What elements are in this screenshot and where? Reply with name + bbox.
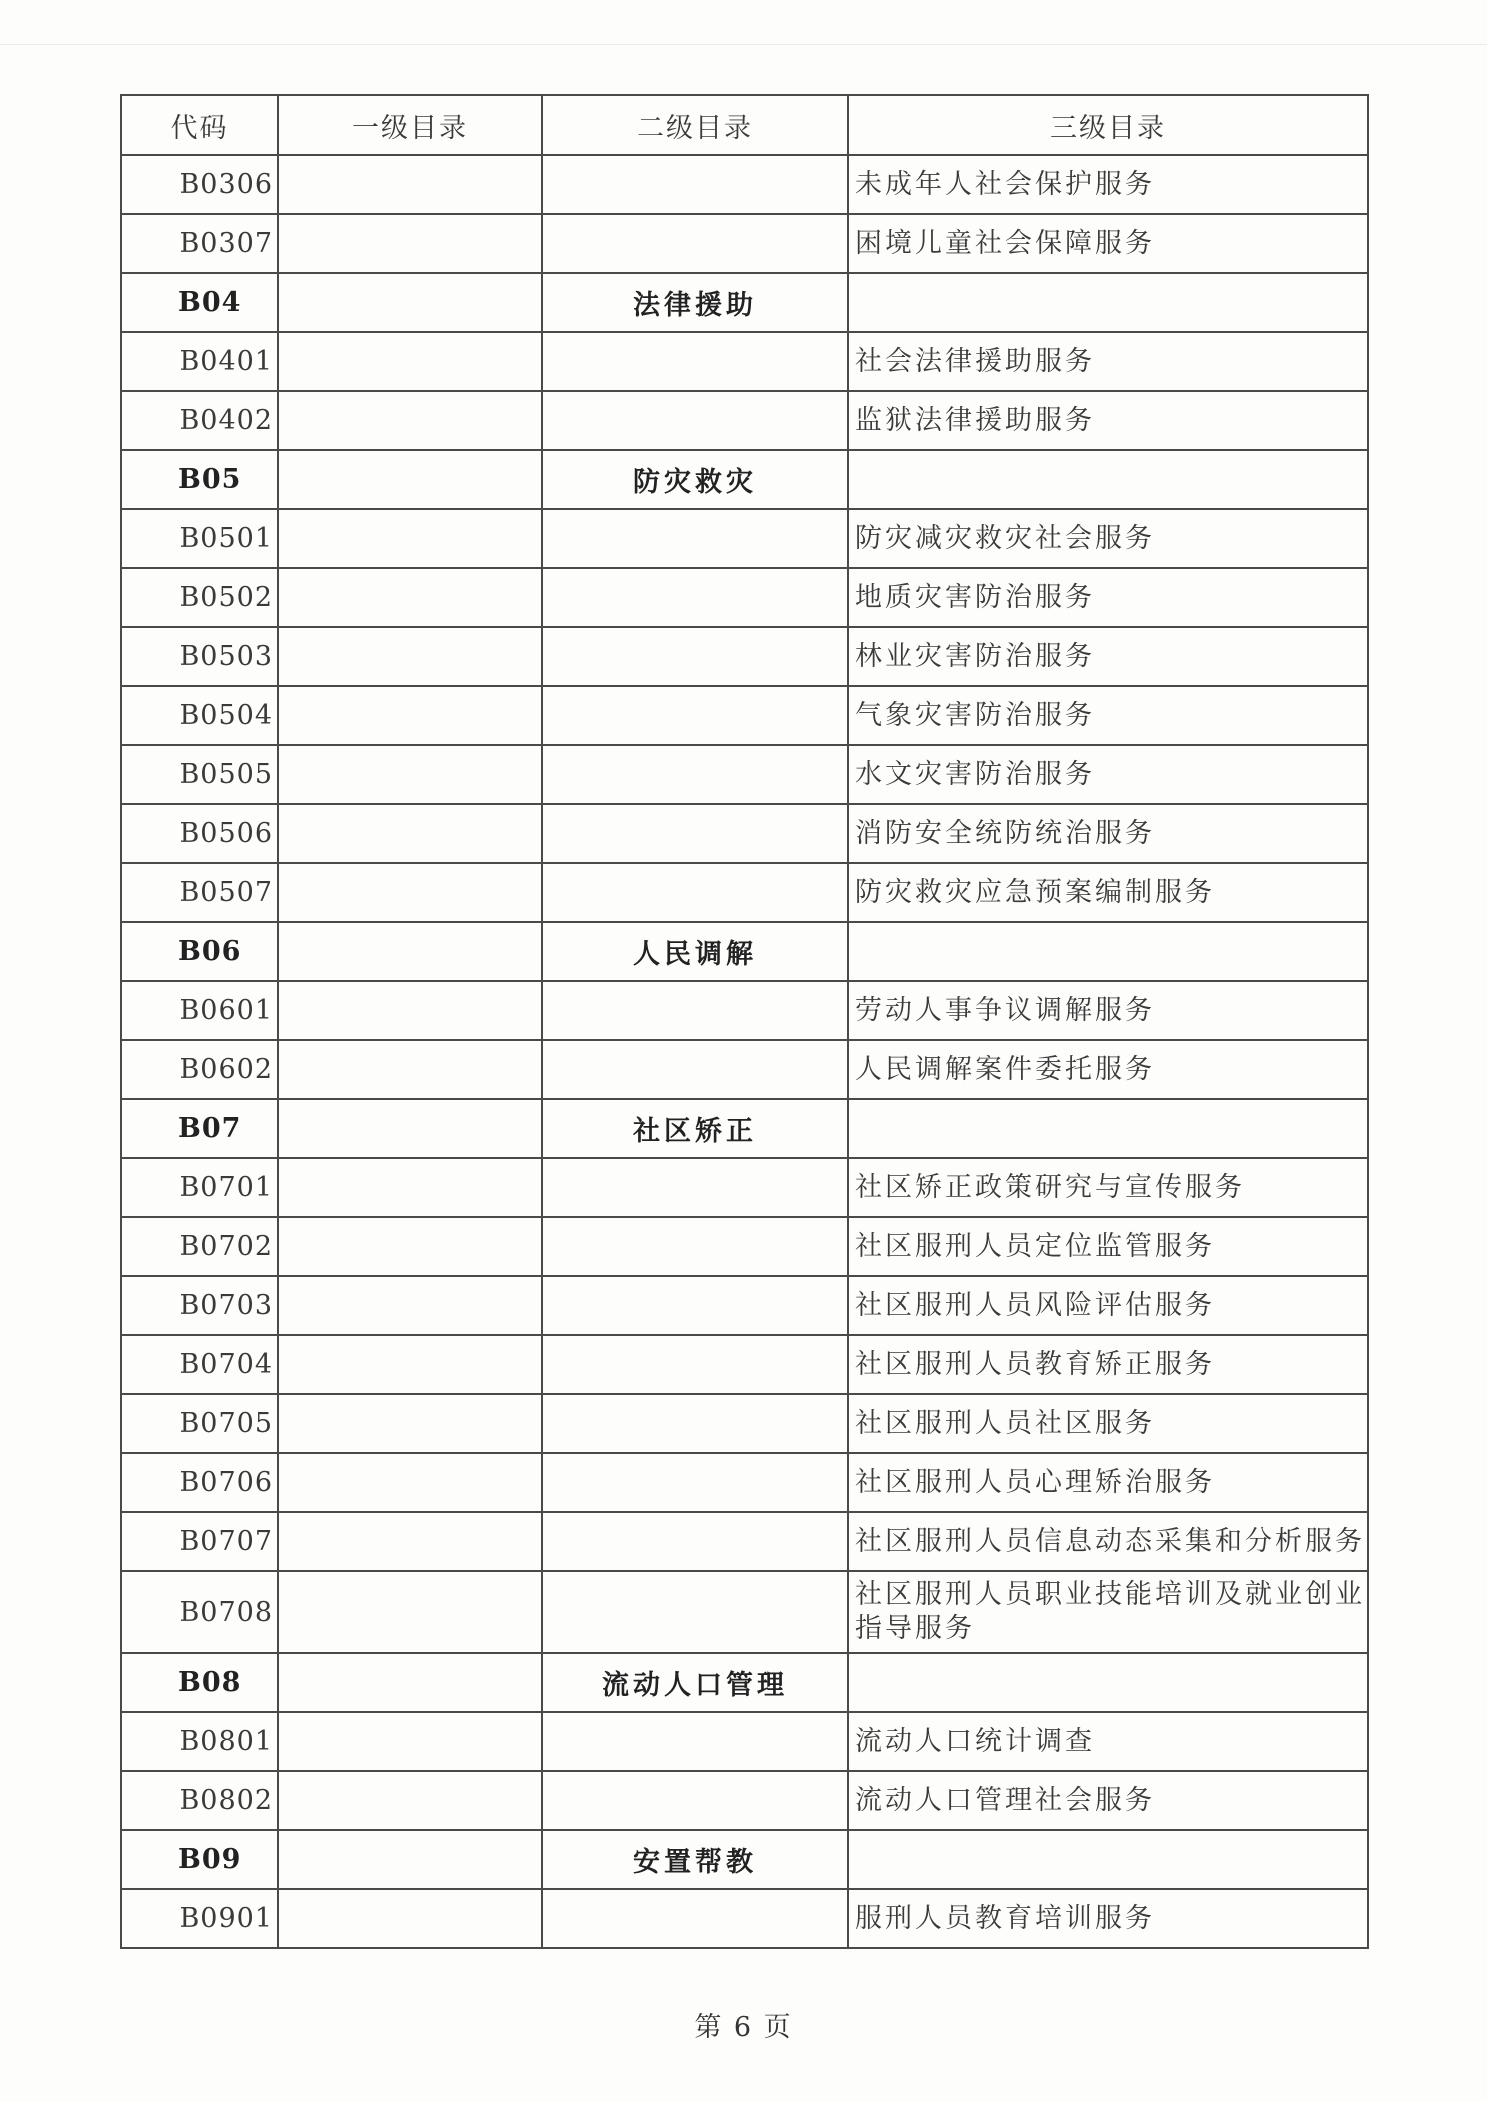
table-row <box>121 1571 1368 1653</box>
level1-cell <box>278 1099 542 1158</box>
table-row <box>121 1771 1368 1830</box>
level2-cell: 社区矫正 <box>542 1099 848 1158</box>
code-cell: B0506 <box>121 804 278 863</box>
level2-cell <box>542 568 848 627</box>
level1-cell <box>278 1040 542 1099</box>
level1-cell <box>278 1335 542 1394</box>
header-level2: 二级目录 <box>542 95 848 155</box>
level1-cell <box>278 686 542 745</box>
table-row <box>121 1217 1368 1276</box>
level1-cell <box>278 391 542 450</box>
table-row <box>121 332 1368 391</box>
code-cell: B0501 <box>121 509 278 568</box>
level3-cell: 服刑人员教育培训服务 <box>848 1889 1368 1948</box>
table-row <box>121 1335 1368 1394</box>
table-row <box>121 1889 1368 1948</box>
level3-cell: 社区矫正政策研究与宣传服务 <box>848 1158 1368 1217</box>
code-cell: B0401 <box>121 332 278 391</box>
level1-cell <box>278 1653 542 1712</box>
code-cell: B0703 <box>121 1276 278 1335</box>
code-cell: B0402 <box>121 391 278 450</box>
table-row <box>121 1453 1368 1512</box>
code-cell: B0701 <box>121 1158 278 1217</box>
level3-cell: 防灾减灾救灾社会服务 <box>848 509 1368 568</box>
code-cell: B0502 <box>121 568 278 627</box>
table-row <box>121 273 1368 332</box>
level3-cell: 流动人口统计调查 <box>848 1712 1368 1771</box>
code-cell: B0504 <box>121 686 278 745</box>
level1-cell <box>278 1453 542 1512</box>
level1-cell <box>278 745 542 804</box>
code-cell: B05 <box>121 450 278 509</box>
level2-cell <box>542 1712 848 1771</box>
level3-cell: 防灾救灾应急预案编制服务 <box>848 863 1368 922</box>
code-cell: B0505 <box>121 745 278 804</box>
table-row <box>121 1394 1368 1453</box>
level1-cell <box>278 1830 542 1889</box>
level2-cell <box>542 1040 848 1099</box>
level1-cell <box>278 627 542 686</box>
table-row <box>121 804 1368 863</box>
level1-cell <box>278 1217 542 1276</box>
code-cell: B0704 <box>121 1335 278 1394</box>
level3-cell: 困境儿童社会保障服务 <box>848 214 1368 273</box>
level3-cell <box>848 1830 1368 1889</box>
table-row <box>121 863 1368 922</box>
level3-cell: 消防安全统防统治服务 <box>848 804 1368 863</box>
table-row <box>121 1712 1368 1771</box>
table-row <box>121 509 1368 568</box>
level2-cell <box>542 1335 848 1394</box>
level2-cell: 人民调解 <box>542 922 848 981</box>
level1-cell <box>278 863 542 922</box>
level2-cell <box>542 1217 848 1276</box>
level2-cell <box>542 155 848 214</box>
code-cell: B0801 <box>121 1712 278 1771</box>
level1-cell <box>278 922 542 981</box>
level3-cell <box>848 922 1368 981</box>
table-row <box>121 568 1368 627</box>
level3-cell: 气象灾害防治服务 <box>848 686 1368 745</box>
header-level3: 三级目录 <box>848 95 1368 155</box>
level1-cell <box>278 568 542 627</box>
table-row <box>121 450 1368 509</box>
level2-cell <box>542 981 848 1040</box>
table-row <box>121 981 1368 1040</box>
level2-cell <box>542 509 848 568</box>
level3-cell <box>848 273 1368 332</box>
code-cell: B06 <box>121 922 278 981</box>
level2-cell: 防灾救灾 <box>542 450 848 509</box>
level3-cell: 流动人口管理社会服务 <box>848 1771 1368 1830</box>
code-cell: B0901 <box>121 1889 278 1948</box>
level3-cell: 社会法律援助服务 <box>848 332 1368 391</box>
table-row <box>121 1512 1368 1571</box>
table-row <box>121 1158 1368 1217</box>
service-catalog-table <box>120 94 1369 1949</box>
code-cell: B0702 <box>121 1217 278 1276</box>
level2-cell <box>542 1889 848 1948</box>
level3-cell: 社区服刑人员职业技能培训及就业创业指导服务 <box>848 1571 1368 1653</box>
table-header-row <box>121 95 1368 155</box>
level2-cell <box>542 391 848 450</box>
level2-cell <box>542 686 848 745</box>
level1-cell <box>278 981 542 1040</box>
code-cell: B0602 <box>121 1040 278 1099</box>
table-row <box>121 627 1368 686</box>
level3-cell: 社区服刑人员风险评估服务 <box>848 1276 1368 1335</box>
table-row <box>121 922 1368 981</box>
level1-cell <box>278 804 542 863</box>
level1-cell <box>278 214 542 273</box>
level3-cell: 社区服刑人员信息动态采集和分析服务 <box>848 1512 1368 1571</box>
level2-cell <box>542 1394 848 1453</box>
code-cell: B07 <box>121 1099 278 1158</box>
header-level1: 一级目录 <box>278 95 542 155</box>
level3-cell <box>848 1099 1368 1158</box>
level2-cell <box>542 1276 848 1335</box>
level1-cell <box>278 155 542 214</box>
code-cell: B0601 <box>121 981 278 1040</box>
level1-cell <box>278 273 542 332</box>
level3-cell: 林业灾害防治服务 <box>848 627 1368 686</box>
level3-cell: 地质灾害防治服务 <box>848 568 1368 627</box>
code-cell: B0708 <box>121 1571 278 1653</box>
code-cell: B08 <box>121 1653 278 1712</box>
table-row <box>121 1653 1368 1712</box>
level1-cell <box>278 450 542 509</box>
level1-cell <box>278 1571 542 1653</box>
level2-cell <box>542 627 848 686</box>
level2-cell <box>542 1771 848 1830</box>
level1-cell <box>278 1712 542 1771</box>
code-cell: B0306 <box>121 155 278 214</box>
level2-cell: 流动人口管理 <box>542 1653 848 1712</box>
table-row <box>121 391 1368 450</box>
code-cell: B0706 <box>121 1453 278 1512</box>
level1-cell <box>278 1158 542 1217</box>
level2-cell <box>542 863 848 922</box>
level3-cell: 人民调解案件委托服务 <box>848 1040 1368 1099</box>
scan-top-edge <box>0 44 1487 45</box>
code-cell: B09 <box>121 1830 278 1889</box>
level1-cell <box>278 1394 542 1453</box>
level3-cell: 社区服刑人员定位监管服务 <box>848 1217 1368 1276</box>
level3-cell <box>848 1653 1368 1712</box>
level2-cell <box>542 1453 848 1512</box>
table-row <box>121 1099 1368 1158</box>
table-row <box>121 686 1368 745</box>
level1-cell <box>278 1512 542 1571</box>
level3-cell: 社区服刑人员心理矫治服务 <box>848 1453 1368 1512</box>
level3-cell: 社区服刑人员教育矫正服务 <box>848 1335 1368 1394</box>
level2-cell <box>542 1571 848 1653</box>
level2-cell <box>542 804 848 863</box>
level2-cell <box>542 1158 848 1217</box>
level2-cell: 安置帮教 <box>542 1830 848 1889</box>
level3-cell: 监狱法律援助服务 <box>848 391 1368 450</box>
level2-cell <box>542 332 848 391</box>
table-row <box>121 1830 1368 1889</box>
level3-cell: 未成年人社会保护服务 <box>848 155 1368 214</box>
level1-cell <box>278 1771 542 1830</box>
table-body <box>121 155 1368 1948</box>
code-cell: B0507 <box>121 863 278 922</box>
code-cell: B0707 <box>121 1512 278 1571</box>
level1-cell <box>278 509 542 568</box>
page-number: 第 6 页 <box>694 2012 793 2043</box>
level2-cell <box>542 214 848 273</box>
table-row <box>121 214 1368 273</box>
code-cell: B0503 <box>121 627 278 686</box>
level3-cell <box>848 450 1368 509</box>
table-row <box>121 745 1368 804</box>
level1-cell <box>278 1276 542 1335</box>
level2-cell <box>542 745 848 804</box>
table-row <box>121 1040 1368 1099</box>
level1-cell <box>278 332 542 391</box>
code-cell: B0307 <box>121 214 278 273</box>
level2-cell: 法律援助 <box>542 273 848 332</box>
table-row <box>121 155 1368 214</box>
level3-cell: 水文灾害防治服务 <box>848 745 1368 804</box>
level2-cell <box>542 1512 848 1571</box>
code-cell: B04 <box>121 273 278 332</box>
level3-cell: 社区服刑人员社区服务 <box>848 1394 1368 1453</box>
level3-cell: 劳动人事争议调解服务 <box>848 981 1368 1040</box>
code-cell: B0705 <box>121 1394 278 1453</box>
header-code: 代码 <box>121 95 278 155</box>
table-row <box>121 1276 1368 1335</box>
level1-cell <box>278 1889 542 1948</box>
code-cell: B0802 <box>121 1771 278 1830</box>
